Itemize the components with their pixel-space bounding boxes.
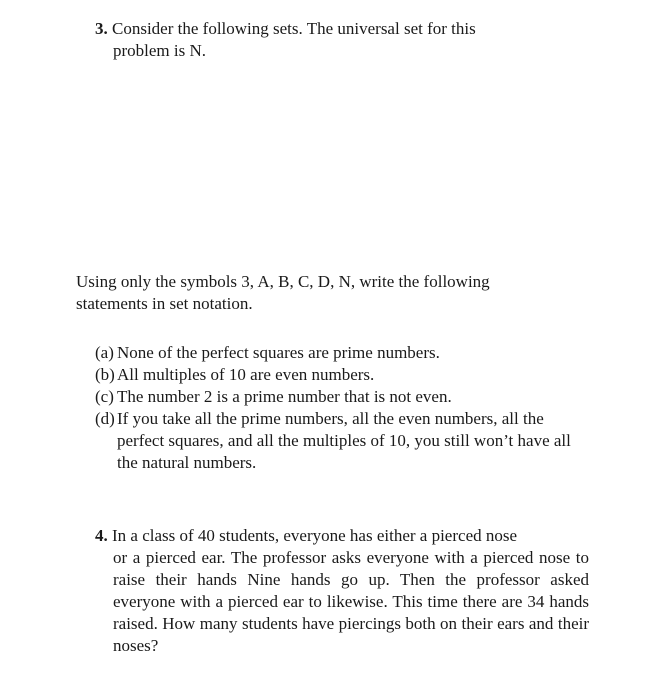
question-4-text-rest: or a pierced ear. The professor asks everyone with a pierced nose to raise their hands Nine hands go up. Then the professor asked everyone with a pierced ear to likewise. This time there are 34 hands raised. How many students have piercings both on their ears and their noses?	[113, 548, 589, 655]
statement-item-a	[95, 342, 615, 364]
statement-label: (c)	[95, 387, 114, 406]
question-3-text-1: Consider the following sets. The universal set for this	[112, 19, 476, 38]
statement-item-b	[95, 364, 615, 386]
question-3-line-1	[95, 18, 565, 40]
statement-text: The number 2 is a prime number that is not even.	[117, 387, 452, 406]
question-4-text-1: In a class of 40 students, everyone has either a pierced nose	[112, 526, 518, 545]
question-3	[95, 18, 565, 62]
statement-text: If you take all the prime numbers, all the even numbers, all the perfect squares, and all the multiples of 10, you still won’t have all the natural numbers.	[117, 409, 571, 472]
statement-text: All multiples of 10 are even numbers.	[117, 365, 375, 384]
statement-label: (a)	[95, 343, 114, 362]
statement-item-d	[95, 408, 585, 474]
question-3-text-2: problem is N.	[113, 41, 207, 60]
question-4-number: 4.	[95, 526, 108, 545]
statement-label: (b)	[95, 365, 115, 384]
instructions-line-1: Using only the symbols 3, A, B, C, D, N, write the following	[76, 272, 490, 291]
statement-text: None of the perfect squares are prime numbers.	[117, 343, 440, 362]
question-4-line-1	[95, 525, 589, 547]
instructions	[76, 271, 596, 315]
statement-label: (d)	[95, 409, 115, 428]
statement-list	[95, 342, 615, 474]
statement-item-c	[95, 386, 615, 408]
instructions-line-2: statements in set notation.	[76, 294, 253, 313]
question-3-number: 3.	[95, 19, 108, 38]
question-4	[95, 525, 589, 657]
